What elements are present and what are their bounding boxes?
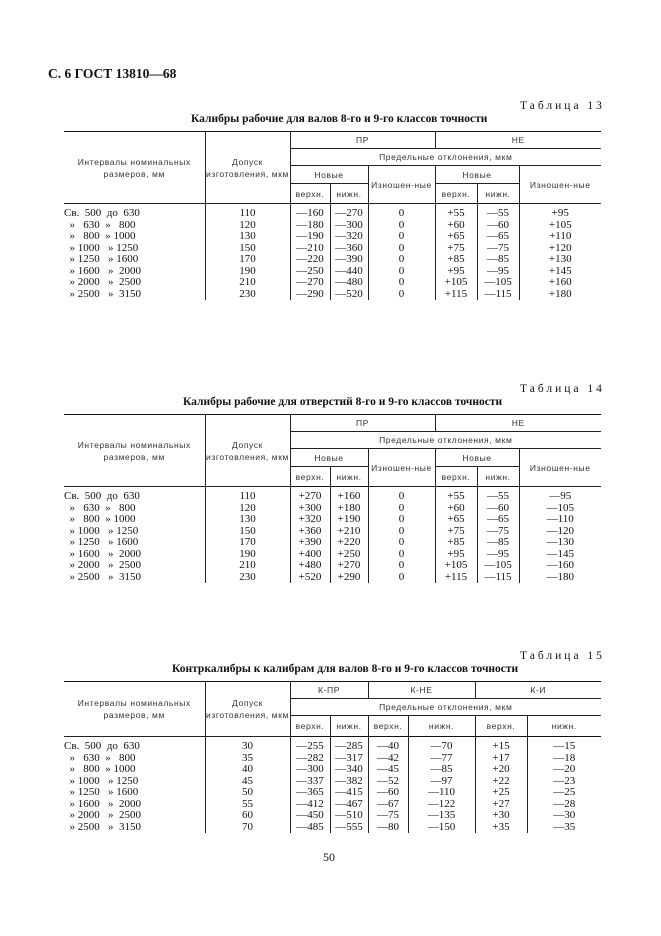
value-cell: +320 xyxy=(290,514,330,526)
value-cell: 0 xyxy=(368,289,435,301)
upper-header: верхн. xyxy=(290,716,330,737)
value-cell: +55 xyxy=(435,204,477,220)
value-cell: 0 xyxy=(368,526,435,538)
group-ne-header: НЕ xyxy=(435,415,601,432)
upper-header: верхн. xyxy=(368,716,408,737)
value-cell: —270 xyxy=(330,204,368,220)
value-cell: +15 xyxy=(475,737,527,753)
value-cell: 0 xyxy=(368,537,435,549)
lower-header: нижн. xyxy=(330,184,368,204)
table-14 xyxy=(64,414,601,583)
value-cell: +110 xyxy=(519,231,601,243)
value-cell: +85 xyxy=(435,537,477,549)
value-cell: +120 xyxy=(519,243,601,255)
value-cell: —440 xyxy=(330,266,368,278)
value-cell: —97 xyxy=(408,776,475,788)
value-cell: 30 xyxy=(205,737,290,753)
value-cell: —220 xyxy=(290,254,330,266)
table-row xyxy=(64,537,601,549)
value-cell: —75 xyxy=(477,526,519,538)
group-k-pr-header: К-ПР xyxy=(290,682,368,699)
tolerance-header: Допуск изготовления, мкм xyxy=(205,682,290,737)
value-cell: —18 xyxy=(527,753,601,765)
value-cell: +17 xyxy=(475,753,527,765)
value-cell: +35 xyxy=(475,822,527,834)
value-cell: +130 xyxy=(519,254,601,266)
page-number: 50 xyxy=(323,850,335,864)
value-cell: 110 xyxy=(205,487,290,503)
value-cell: —160 xyxy=(290,204,330,220)
value-cell: —85 xyxy=(477,254,519,266)
upper-header: верхн. xyxy=(435,467,477,487)
interval-cell: » 1250 » 1600 xyxy=(64,786,139,798)
table-row xyxy=(64,549,601,561)
value-cell: 45 xyxy=(205,776,290,788)
value-cell: 0 xyxy=(368,503,435,515)
value-cell: —105 xyxy=(519,503,601,515)
value-cell: —317 xyxy=(330,753,368,765)
value-cell: —180 xyxy=(290,220,330,232)
lower-header: нижн. xyxy=(330,467,368,487)
value-cell: —70 xyxy=(408,737,475,753)
deviations-header: Предельные отклонения, мкм xyxy=(290,149,601,166)
value-cell: 110 xyxy=(205,204,290,220)
value-cell: +25 xyxy=(475,787,527,799)
value-cell: —28 xyxy=(527,799,601,811)
value-cell: —75 xyxy=(368,810,408,822)
value-cell: —480 xyxy=(330,277,368,289)
value-cell: —382 xyxy=(330,776,368,788)
value-cell: —120 xyxy=(519,526,601,538)
value-cell: +160 xyxy=(330,487,368,503)
value-cell: 0 xyxy=(368,254,435,266)
upper-header: верхн. xyxy=(290,467,330,487)
value-cell: —337 xyxy=(290,776,330,788)
value-cell: 0 xyxy=(368,266,435,278)
table-row xyxy=(64,487,601,503)
interval-cell: » 2000 » 2500 xyxy=(64,809,141,821)
intervals-header: Интервалы номинальных размеров, мм xyxy=(64,682,205,737)
value-cell: 190 xyxy=(205,549,290,561)
value-cell: —85 xyxy=(477,537,519,549)
table-row xyxy=(64,753,601,765)
table-row xyxy=(64,220,601,232)
value-cell: +22 xyxy=(475,776,527,788)
value-cell: 170 xyxy=(205,254,290,266)
interval-cell: » 800 » 1000 xyxy=(64,513,136,525)
value-cell: +145 xyxy=(519,266,601,278)
value-cell: 35 xyxy=(205,753,290,765)
table-row xyxy=(64,737,601,753)
group-k-i-header: К-И xyxy=(475,682,601,699)
value-cell: —110 xyxy=(408,787,475,799)
value-cell: 150 xyxy=(205,526,290,538)
value-cell: 130 xyxy=(205,231,290,243)
table-row xyxy=(64,277,601,289)
interval-cell: » 800 » 1000 xyxy=(64,230,136,242)
value-cell: +60 xyxy=(435,503,477,515)
value-cell: —282 xyxy=(290,753,330,765)
value-cell: —150 xyxy=(408,822,475,834)
value-cell: —130 xyxy=(519,537,601,549)
value-cell: —390 xyxy=(330,254,368,266)
value-cell: 150 xyxy=(205,243,290,255)
value-cell: 0 xyxy=(368,204,435,220)
value-cell: —105 xyxy=(477,277,519,289)
interval-cell: » 630 » 800 xyxy=(64,218,136,231)
value-cell: +520 xyxy=(290,572,330,584)
value-cell: —67 xyxy=(368,799,408,811)
value-cell: —190 xyxy=(290,231,330,243)
value-cell: —115 xyxy=(477,289,519,301)
new-header: Новые xyxy=(290,166,368,184)
value-cell: +105 xyxy=(435,277,477,289)
value-cell: 120 xyxy=(205,220,290,232)
interval-cell: Св. 500 до 630 xyxy=(64,207,140,219)
table-14-number: Таблица 14 xyxy=(520,383,605,395)
value-cell: 0 xyxy=(368,277,435,289)
value-cell: +105 xyxy=(435,560,477,572)
value-cell: +480 xyxy=(290,560,330,572)
lower-header: нижн. xyxy=(330,716,368,737)
value-cell: 40 xyxy=(205,764,290,776)
value-cell: 0 xyxy=(368,560,435,572)
value-cell: —270 xyxy=(290,277,330,289)
value-cell: +210 xyxy=(330,526,368,538)
value-cell: 50 xyxy=(205,787,290,799)
table-row xyxy=(64,810,601,822)
value-cell: —180 xyxy=(519,572,601,584)
value-cell: 55 xyxy=(205,799,290,811)
value-cell: +400 xyxy=(290,549,330,561)
value-cell: —285 xyxy=(330,737,368,753)
value-cell: —300 xyxy=(330,220,368,232)
table-row xyxy=(64,799,601,811)
value-cell: —365 xyxy=(290,787,330,799)
value-cell: —55 xyxy=(477,487,519,503)
value-cell: —35 xyxy=(527,822,601,834)
value-cell: +95 xyxy=(435,549,477,561)
group-k-ne-header: К-НЕ xyxy=(368,682,475,699)
interval-cell: » 630 » 800 xyxy=(64,751,136,764)
value-cell: +60 xyxy=(435,220,477,232)
value-cell: —30 xyxy=(527,810,601,822)
interval-cell: » 2500 » 3150 xyxy=(64,570,141,583)
upper-header: верхн. xyxy=(290,184,330,204)
interval-cell: » 2000 » 2500 xyxy=(64,276,141,288)
table-row xyxy=(64,764,601,776)
worn-header: Изношен-ные xyxy=(519,449,601,487)
interval-cell: » 1250 » 1600 xyxy=(64,253,139,265)
value-cell: —467 xyxy=(330,799,368,811)
interval-cell: » 1600 » 2000 xyxy=(64,547,141,560)
new-header: Новые xyxy=(435,166,519,184)
table-row xyxy=(64,560,601,572)
value-cell: +95 xyxy=(435,266,477,278)
table-row xyxy=(64,243,601,255)
value-cell: —60 xyxy=(477,220,519,232)
value-cell: —42 xyxy=(368,753,408,765)
worn-header: Изношен-ные xyxy=(368,449,435,487)
value-cell: +180 xyxy=(519,289,601,301)
value-cell: +250 xyxy=(330,549,368,561)
value-cell: —210 xyxy=(290,243,330,255)
value-cell: 0 xyxy=(368,514,435,526)
value-cell: —80 xyxy=(368,822,408,834)
value-cell: —77 xyxy=(408,753,475,765)
value-cell: —340 xyxy=(330,764,368,776)
interval-cell: Св. 500 до 630 xyxy=(64,740,140,752)
value-cell: —95 xyxy=(477,266,519,278)
value-cell: 210 xyxy=(205,560,290,572)
table-row xyxy=(64,526,601,538)
table-row xyxy=(64,572,601,584)
value-cell: —95 xyxy=(477,549,519,561)
value-cell: 230 xyxy=(205,289,290,301)
value-cell: —65 xyxy=(477,231,519,243)
value-cell: —20 xyxy=(527,764,601,776)
table-15-number: Таблица 15 xyxy=(520,650,605,662)
interval-cell: Св. 500 до 630 xyxy=(64,490,140,502)
value-cell: +220 xyxy=(330,537,368,549)
group-pr-header: ПР xyxy=(290,132,435,149)
value-cell: +300 xyxy=(290,503,330,515)
value-cell: —320 xyxy=(330,231,368,243)
table-row xyxy=(64,514,601,526)
table-15 xyxy=(64,681,601,833)
group-ne-header: НЕ xyxy=(435,132,601,149)
value-cell: 230 xyxy=(205,572,290,584)
worn-header: Изношен-ные xyxy=(368,166,435,204)
lower-header: нижн. xyxy=(477,467,519,487)
value-cell: 70 xyxy=(205,822,290,834)
interval-cell: » 1600 » 2000 xyxy=(64,797,141,810)
value-cell: —450 xyxy=(290,810,330,822)
value-cell: —485 xyxy=(290,822,330,834)
value-cell: —110 xyxy=(519,514,601,526)
value-cell: —300 xyxy=(290,764,330,776)
value-cell: +360 xyxy=(290,526,330,538)
deviations-header: Предельные отклонения, мкм xyxy=(290,699,601,716)
value-cell: +190 xyxy=(330,514,368,526)
value-cell: —555 xyxy=(330,822,368,834)
value-cell: +75 xyxy=(435,526,477,538)
value-cell: +270 xyxy=(290,487,330,503)
value-cell: —55 xyxy=(477,204,519,220)
table-row xyxy=(64,787,601,799)
value-cell: 0 xyxy=(368,487,435,503)
value-cell: +30 xyxy=(475,810,527,822)
value-cell: —65 xyxy=(477,514,519,526)
lower-header: нижн. xyxy=(408,716,475,737)
value-cell: +20 xyxy=(475,764,527,776)
value-cell: —40 xyxy=(368,737,408,753)
value-cell: —122 xyxy=(408,799,475,811)
interval-cell: » 1000 » 1250 xyxy=(64,774,139,787)
value-cell: —250 xyxy=(290,266,330,278)
value-cell: —290 xyxy=(290,289,330,301)
value-cell: —135 xyxy=(408,810,475,822)
value-cell: +65 xyxy=(435,514,477,526)
value-cell: 210 xyxy=(205,277,290,289)
table-row xyxy=(64,266,601,278)
value-cell: +55 xyxy=(435,487,477,503)
table-13-title: Калибры рабочие для валов 8-го и 9-го классов точности xyxy=(191,113,488,125)
group-pr-header: ПР xyxy=(290,415,435,432)
interval-cell: » 800 » 1000 xyxy=(64,763,136,775)
table-row xyxy=(64,254,601,266)
value-cell: —145 xyxy=(519,549,601,561)
lower-header: нижн. xyxy=(477,184,519,204)
table-14-title: Калибры рабочие для отверстий 8-го и 9-го классов точности xyxy=(183,396,503,408)
interval-cell: » 1000 » 1250 xyxy=(64,241,139,254)
interval-cell: » 1000 » 1250 xyxy=(64,524,139,537)
table-row xyxy=(64,231,601,243)
new-header: Новые xyxy=(290,449,368,467)
table-row xyxy=(64,204,601,220)
interval-cell: » 2000 » 2500 xyxy=(64,559,141,571)
value-cell: —85 xyxy=(408,764,475,776)
value-cell: —360 xyxy=(330,243,368,255)
value-cell: —95 xyxy=(519,487,601,503)
table-row xyxy=(64,822,601,834)
value-cell: +290 xyxy=(330,572,368,584)
value-cell: —25 xyxy=(527,787,601,799)
tolerance-header: Допуск изготовления, мкм xyxy=(205,132,290,204)
value-cell: 0 xyxy=(368,231,435,243)
value-cell: 0 xyxy=(368,220,435,232)
value-cell: —52 xyxy=(368,776,408,788)
intervals-header: Интервалы номинальных размеров, мм xyxy=(64,415,205,487)
value-cell: +270 xyxy=(330,560,368,572)
value-cell: —60 xyxy=(477,503,519,515)
value-cell: +160 xyxy=(519,277,601,289)
table-row xyxy=(64,289,601,301)
table-row xyxy=(64,503,601,515)
value-cell: —23 xyxy=(527,776,601,788)
value-cell: —75 xyxy=(477,243,519,255)
table-row xyxy=(64,776,601,788)
value-cell: —45 xyxy=(368,764,408,776)
value-cell: —510 xyxy=(330,810,368,822)
value-cell: —412 xyxy=(290,799,330,811)
value-cell: 0 xyxy=(368,572,435,584)
value-cell: —255 xyxy=(290,737,330,753)
intervals-header: Интервалы номинальных размеров, мм xyxy=(64,132,205,204)
value-cell: +115 xyxy=(435,572,477,584)
table-13 xyxy=(64,131,601,300)
value-cell: —415 xyxy=(330,787,368,799)
value-cell: —160 xyxy=(519,560,601,572)
value-cell: +27 xyxy=(475,799,527,811)
value-cell: +105 xyxy=(519,220,601,232)
value-cell: —520 xyxy=(330,289,368,301)
interval-cell: » 1250 » 1600 xyxy=(64,536,139,548)
upper-header: верхн. xyxy=(475,716,527,737)
value-cell: +85 xyxy=(435,254,477,266)
value-cell: —105 xyxy=(477,560,519,572)
interval-cell: » 2500 » 3150 xyxy=(64,287,141,300)
value-cell: +95 xyxy=(519,204,601,220)
interval-cell: » 2500 » 3150 xyxy=(64,820,141,833)
value-cell: +75 xyxy=(435,243,477,255)
value-cell: —15 xyxy=(527,737,601,753)
value-cell: 60 xyxy=(205,810,290,822)
new-header: Новые xyxy=(435,449,519,467)
value-cell: 0 xyxy=(368,549,435,561)
value-cell: —115 xyxy=(477,572,519,584)
value-cell: +65 xyxy=(435,231,477,243)
value-cell: 0 xyxy=(368,243,435,255)
value-cell: —60 xyxy=(368,787,408,799)
value-cell: +180 xyxy=(330,503,368,515)
interval-cell: » 1600 » 2000 xyxy=(64,264,141,277)
table-13-number: Таблица 13 xyxy=(520,100,605,112)
value-cell: 170 xyxy=(205,537,290,549)
page-header: С. 6 ГОСТ 13810—68 xyxy=(48,66,177,81)
upper-header: верхн. xyxy=(435,184,477,204)
lower-header: нижн. xyxy=(527,716,601,737)
value-cell: 130 xyxy=(205,514,290,526)
value-cell: 120 xyxy=(205,503,290,515)
table-15-title: Контркалибры к калибрам для валов 8-го и 9-го классов точности xyxy=(172,663,519,675)
deviations-header: Предельные отклонения, мкм xyxy=(290,432,601,449)
worn-header: Изношен-ные xyxy=(519,166,601,204)
tolerance-header: Допуск изготовления, мкм xyxy=(205,415,290,487)
value-cell: +390 xyxy=(290,537,330,549)
interval-cell: » 630 » 800 xyxy=(64,501,136,514)
value-cell: 190 xyxy=(205,266,290,278)
value-cell: +115 xyxy=(435,289,477,301)
